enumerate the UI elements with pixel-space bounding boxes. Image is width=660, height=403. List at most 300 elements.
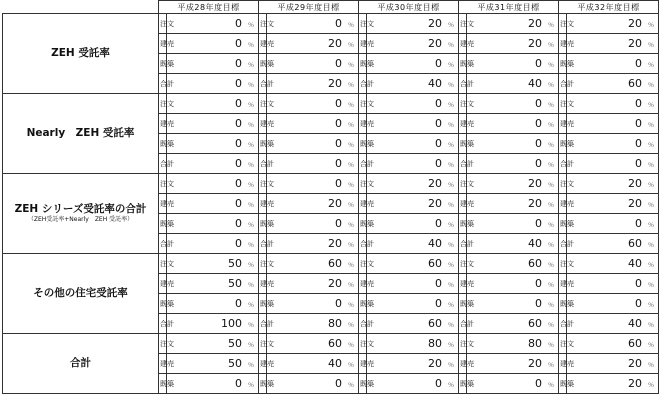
- section-title: ZEH 受託率: [51, 47, 110, 59]
- percent-unit: ％: [348, 281, 355, 289]
- percent-unit: ％: [548, 221, 555, 229]
- percent-unit: ％: [248, 341, 255, 349]
- percent-unit: ％: [648, 161, 655, 169]
- value-cell: [567, 114, 659, 134]
- category-cell: 注文: [359, 334, 367, 354]
- value-cell: [467, 274, 559, 294]
- value-cell: [567, 234, 659, 254]
- percent-unit: ％: [248, 161, 255, 169]
- category-cell: 合計: [359, 74, 367, 94]
- value-cell: [267, 234, 359, 254]
- percent-unit: ％: [648, 301, 655, 309]
- category-cell: 合計: [259, 314, 267, 334]
- category-cell: 建売: [259, 354, 267, 374]
- value-number: 0: [435, 57, 442, 70]
- percent-unit: ％: [448, 61, 455, 69]
- percent-unit: ％: [248, 321, 255, 329]
- percent-unit: ％: [248, 261, 255, 269]
- category-cell: 合計: [359, 234, 367, 254]
- section-label: [3, 14, 159, 94]
- table-row: [3, 334, 659, 354]
- value-number: 40: [528, 237, 542, 250]
- value-number: 0: [435, 157, 442, 170]
- value-cell: [567, 174, 659, 194]
- percent-unit: ％: [548, 181, 555, 189]
- value-number: 0: [235, 37, 242, 50]
- value-cell: [267, 154, 359, 174]
- percent-unit: ％: [348, 141, 355, 149]
- year-header-3: 平成31年度目標: [459, 1, 559, 14]
- value-cell: [267, 254, 359, 274]
- value-number: 0: [335, 217, 342, 230]
- value-number: 0: [335, 137, 342, 150]
- value-number: 20: [628, 197, 642, 210]
- percent-unit: ％: [548, 141, 555, 149]
- value-number: 20: [328, 197, 342, 210]
- category-cell: 既築: [559, 214, 567, 234]
- value-number: 0: [435, 297, 442, 310]
- percent-unit: ％: [548, 241, 555, 249]
- value-cell: [567, 154, 659, 174]
- value-cell: [167, 134, 259, 154]
- percent-unit: ％: [448, 101, 455, 109]
- percent-unit: ％: [548, 261, 555, 269]
- value-cell: [567, 94, 659, 114]
- value-number: 0: [435, 97, 442, 110]
- value-number: 0: [635, 217, 642, 230]
- percent-unit: ％: [448, 321, 455, 329]
- section-title: ZEH シリーズ受託率の合計: [14, 203, 147, 215]
- value-cell: [167, 114, 259, 134]
- category-cell: 注文: [359, 94, 367, 114]
- category-cell: 合計: [159, 74, 167, 94]
- value-number: 20: [628, 37, 642, 50]
- category-cell: 建売: [159, 354, 167, 374]
- percent-unit: ％: [348, 381, 355, 389]
- category-cell: 合計: [159, 314, 167, 334]
- value-number: 20: [528, 197, 542, 210]
- value-cell: [567, 354, 659, 374]
- value-number: 0: [235, 217, 242, 230]
- value-cell: [467, 114, 559, 134]
- category-cell: 既築: [159, 374, 167, 394]
- percent-unit: ％: [348, 221, 355, 229]
- percent-unit: ％: [648, 241, 655, 249]
- value-number: 0: [435, 137, 442, 150]
- percent-unit: ％: [348, 341, 355, 349]
- category-cell: 合計: [559, 154, 567, 174]
- value-cell: [267, 294, 359, 314]
- category-cell: 注文: [159, 14, 167, 34]
- value-cell: [467, 214, 559, 234]
- percent-unit: ％: [448, 81, 455, 89]
- category-cell: 既築: [359, 134, 367, 154]
- category-cell: 合計: [459, 314, 467, 334]
- value-cell: [467, 34, 559, 54]
- value-cell: [567, 314, 659, 334]
- percent-unit: ％: [648, 141, 655, 149]
- category-cell: 注文: [259, 174, 267, 194]
- category-cell: 建売: [459, 34, 467, 54]
- value-cell: [467, 54, 559, 74]
- category-cell: 既築: [259, 294, 267, 314]
- percent-unit: ％: [448, 181, 455, 189]
- category-cell: 既築: [459, 374, 467, 394]
- value-cell: [167, 54, 259, 74]
- category-cell: 注文: [259, 94, 267, 114]
- value-cell: [467, 134, 559, 154]
- category-cell: 既築: [159, 134, 167, 154]
- category-cell: 注文: [159, 334, 167, 354]
- value-cell: [567, 34, 659, 54]
- value-number: 0: [235, 377, 242, 390]
- value-cell: [567, 294, 659, 314]
- value-number: 0: [335, 17, 342, 30]
- value-number: 40: [628, 257, 642, 270]
- section-label: [3, 254, 159, 334]
- percent-unit: ％: [248, 361, 255, 369]
- value-cell: [567, 374, 659, 394]
- value-number: 40: [428, 77, 442, 90]
- value-number: 60: [428, 257, 442, 270]
- percent-unit: ％: [248, 121, 255, 129]
- percent-unit: ％: [448, 21, 455, 29]
- category-cell: 合計: [259, 154, 267, 174]
- value-number: 20: [528, 177, 542, 190]
- value-cell: [367, 14, 459, 34]
- category-cell: 既築: [259, 214, 267, 234]
- value-number: 80: [428, 337, 442, 350]
- value-cell: [367, 114, 459, 134]
- percent-unit: ％: [448, 301, 455, 309]
- percent-unit: ％: [448, 261, 455, 269]
- value-number: 0: [535, 377, 542, 390]
- percent-unit: ％: [248, 301, 255, 309]
- table-row: [3, 94, 659, 114]
- value-cell: [167, 374, 259, 394]
- value-number: 0: [335, 117, 342, 130]
- value-number: 0: [235, 17, 242, 30]
- percent-unit: ％: [348, 61, 355, 69]
- value-number: 0: [535, 97, 542, 110]
- percent-unit: ％: [448, 41, 455, 49]
- value-number: 0: [635, 277, 642, 290]
- category-cell: 注文: [559, 94, 567, 114]
- category-cell: 既築: [259, 374, 267, 394]
- percent-unit: ％: [648, 121, 655, 129]
- category-cell: 既築: [359, 214, 367, 234]
- table-row: [3, 254, 659, 274]
- category-cell: 既築: [259, 134, 267, 154]
- category-cell: 注文: [459, 94, 467, 114]
- value-number: 20: [528, 357, 542, 370]
- percent-unit: ％: [448, 341, 455, 349]
- value-number: 0: [235, 137, 242, 150]
- percent-unit: ％: [248, 281, 255, 289]
- category-cell: 既築: [359, 374, 367, 394]
- value-number: 20: [628, 17, 642, 30]
- percent-unit: ％: [348, 301, 355, 309]
- category-cell: 合計: [159, 234, 167, 254]
- category-cell: 既築: [259, 54, 267, 74]
- value-number: 40: [428, 237, 442, 250]
- category-cell: 既築: [459, 54, 467, 74]
- value-cell: [467, 354, 559, 374]
- category-cell: 注文: [259, 334, 267, 354]
- category-cell: 既築: [559, 294, 567, 314]
- value-number: 60: [428, 317, 442, 330]
- value-cell: [367, 354, 459, 374]
- value-number: 20: [428, 17, 442, 30]
- percent-unit: ％: [448, 381, 455, 389]
- category-cell: 注文: [159, 94, 167, 114]
- value-cell: [167, 334, 259, 354]
- category-cell: 既築: [359, 294, 367, 314]
- category-cell: 建売: [459, 354, 467, 374]
- percent-unit: ％: [348, 41, 355, 49]
- value-number: 0: [235, 57, 242, 70]
- value-cell: [167, 94, 259, 114]
- value-cell: [267, 194, 359, 214]
- category-cell: 既築: [559, 374, 567, 394]
- value-number: 0: [535, 157, 542, 170]
- value-cell: [267, 334, 359, 354]
- category-cell: 注文: [559, 174, 567, 194]
- value-cell: [367, 74, 459, 94]
- percent-unit: ％: [448, 221, 455, 229]
- category-cell: 合計: [359, 314, 367, 334]
- value-number: 40: [628, 317, 642, 330]
- percent-unit: ％: [248, 141, 255, 149]
- value-cell: [567, 254, 659, 274]
- value-number: 0: [435, 217, 442, 230]
- value-cell: [467, 74, 559, 94]
- section-subtitle: （ZEH受託率+Nearly ZEH 受託率）: [27, 216, 134, 223]
- value-number: 0: [635, 157, 642, 170]
- percent-unit: ％: [648, 41, 655, 49]
- value-cell: [567, 54, 659, 74]
- value-cell: [167, 214, 259, 234]
- value-number: 50: [228, 357, 242, 370]
- value-number: 60: [628, 237, 642, 250]
- value-number: 20: [528, 17, 542, 30]
- category-cell: 注文: [159, 254, 167, 274]
- percent-unit: ％: [348, 101, 355, 109]
- category-cell: 注文: [559, 14, 567, 34]
- value-number: 0: [635, 57, 642, 70]
- percent-unit: ％: [448, 281, 455, 289]
- value-cell: [467, 194, 559, 214]
- percent-unit: ％: [548, 281, 555, 289]
- section-title: Nearly ZEH 受託率: [26, 127, 135, 139]
- value-cell: [167, 234, 259, 254]
- value-cell: [367, 194, 459, 214]
- section-label: [3, 94, 159, 174]
- category-cell: 建売: [359, 114, 367, 134]
- value-cell: [367, 34, 459, 54]
- value-cell: [267, 114, 359, 134]
- value-number: 20: [328, 77, 342, 90]
- value-cell: [267, 94, 359, 114]
- value-cell: [167, 254, 259, 274]
- percent-unit: ％: [648, 81, 655, 89]
- value-number: 40: [528, 77, 542, 90]
- value-number: 0: [535, 57, 542, 70]
- percent-unit: ％: [548, 361, 555, 369]
- value-number: 80: [528, 337, 542, 350]
- value-cell: [367, 174, 459, 194]
- value-number: 20: [428, 197, 442, 210]
- percent-unit: ％: [248, 61, 255, 69]
- value-number: 0: [435, 117, 442, 130]
- percent-unit: ％: [348, 201, 355, 209]
- category-cell: 建売: [559, 354, 567, 374]
- value-number: 0: [235, 237, 242, 250]
- category-cell: 建売: [459, 274, 467, 294]
- value-cell: [267, 374, 359, 394]
- category-cell: 建売: [459, 114, 467, 134]
- value-number: 0: [235, 157, 242, 170]
- percent-unit: ％: [348, 181, 355, 189]
- value-cell: [567, 194, 659, 214]
- value-cell: [267, 314, 359, 334]
- category-cell: 注文: [159, 174, 167, 194]
- category-cell: 注文: [559, 254, 567, 274]
- value-number: 20: [328, 277, 342, 290]
- percent-unit: ％: [648, 281, 655, 289]
- percent-unit: ％: [248, 241, 255, 249]
- year-header-row: [3, 1, 659, 14]
- value-cell: [367, 154, 459, 174]
- category-cell: 合計: [259, 74, 267, 94]
- value-number: 0: [535, 117, 542, 130]
- value-number: 60: [528, 257, 542, 270]
- value-cell: [367, 374, 459, 394]
- category-cell: 既築: [559, 54, 567, 74]
- value-number: 0: [335, 157, 342, 170]
- percent-unit: ％: [548, 61, 555, 69]
- percent-unit: ％: [348, 161, 355, 169]
- percent-unit: ％: [648, 61, 655, 69]
- value-number: 20: [528, 37, 542, 50]
- category-cell: 建売: [559, 34, 567, 54]
- category-cell: 建売: [359, 354, 367, 374]
- category-cell: 注文: [259, 14, 267, 34]
- value-number: 0: [335, 57, 342, 70]
- value-cell: [567, 74, 659, 94]
- percent-unit: ％: [248, 101, 255, 109]
- value-cell: [567, 214, 659, 234]
- value-cell: [467, 374, 559, 394]
- category-cell: 既築: [559, 134, 567, 154]
- percent-unit: ％: [648, 21, 655, 29]
- percent-unit: ％: [548, 201, 555, 209]
- percent-unit: ％: [548, 21, 555, 29]
- value-cell: [467, 94, 559, 114]
- percent-unit: ％: [548, 121, 555, 129]
- value-number: 50: [228, 337, 242, 350]
- value-cell: [567, 274, 659, 294]
- percent-unit: ％: [248, 181, 255, 189]
- category-cell: 建売: [559, 274, 567, 294]
- category-cell: 建売: [259, 114, 267, 134]
- category-cell: 合計: [559, 314, 567, 334]
- section-label: [3, 174, 159, 254]
- category-cell: 注文: [559, 334, 567, 354]
- value-number: 0: [235, 297, 242, 310]
- value-cell: [267, 14, 359, 34]
- percent-unit: ％: [248, 381, 255, 389]
- value-cell: [167, 154, 259, 174]
- category-cell: 建売: [159, 274, 167, 294]
- value-cell: [467, 314, 559, 334]
- value-cell: [367, 234, 459, 254]
- percent-unit: ％: [648, 221, 655, 229]
- percent-unit: ％: [248, 201, 255, 209]
- percent-unit: ％: [648, 341, 655, 349]
- value-number: 50: [228, 277, 242, 290]
- category-cell: 注文: [459, 174, 467, 194]
- value-cell: [367, 314, 459, 334]
- percent-unit: ％: [248, 41, 255, 49]
- value-number: 0: [235, 177, 242, 190]
- percent-unit: ％: [648, 361, 655, 369]
- category-cell: 既築: [459, 134, 467, 154]
- percent-unit: ％: [348, 21, 355, 29]
- category-cell: 注文: [459, 334, 467, 354]
- category-cell: 建売: [159, 114, 167, 134]
- category-cell: 合計: [259, 234, 267, 254]
- value-number: 0: [635, 117, 642, 130]
- category-cell: 建売: [159, 194, 167, 214]
- percent-unit: ％: [548, 381, 555, 389]
- category-cell: 建売: [359, 194, 367, 214]
- category-cell: 注文: [359, 14, 367, 34]
- value-cell: [567, 334, 659, 354]
- value-number: 0: [335, 177, 342, 190]
- category-cell: 建売: [259, 274, 267, 294]
- category-cell: 合計: [459, 154, 467, 174]
- percent-unit: ％: [348, 81, 355, 89]
- table-row: [3, 14, 659, 34]
- percent-unit: ％: [648, 181, 655, 189]
- percent-unit: ％: [348, 121, 355, 129]
- percent-unit: ％: [648, 201, 655, 209]
- category-cell: 合計: [559, 74, 567, 94]
- percent-unit: ％: [548, 161, 555, 169]
- value-cell: [367, 254, 459, 274]
- value-number: 20: [328, 237, 342, 250]
- value-cell: [267, 274, 359, 294]
- value-number: 20: [628, 377, 642, 390]
- value-cell: [467, 234, 559, 254]
- year-header-2: 平成30年度目標: [359, 1, 459, 14]
- value-number: 60: [328, 337, 342, 350]
- zeh-target-table: [2, 0, 659, 394]
- value-cell: [567, 14, 659, 34]
- percent-unit: ％: [548, 341, 555, 349]
- value-cell: [167, 14, 259, 34]
- year-header-4: 平成32年度目標: [559, 1, 659, 14]
- section-title: その他の住宅受託率: [33, 287, 128, 299]
- percent-unit: ％: [348, 261, 355, 269]
- value-number: 0: [535, 297, 542, 310]
- category-cell: 注文: [359, 254, 367, 274]
- value-cell: [267, 54, 359, 74]
- value-number: 0: [535, 137, 542, 150]
- value-number: 100: [221, 317, 242, 330]
- value-cell: [567, 134, 659, 154]
